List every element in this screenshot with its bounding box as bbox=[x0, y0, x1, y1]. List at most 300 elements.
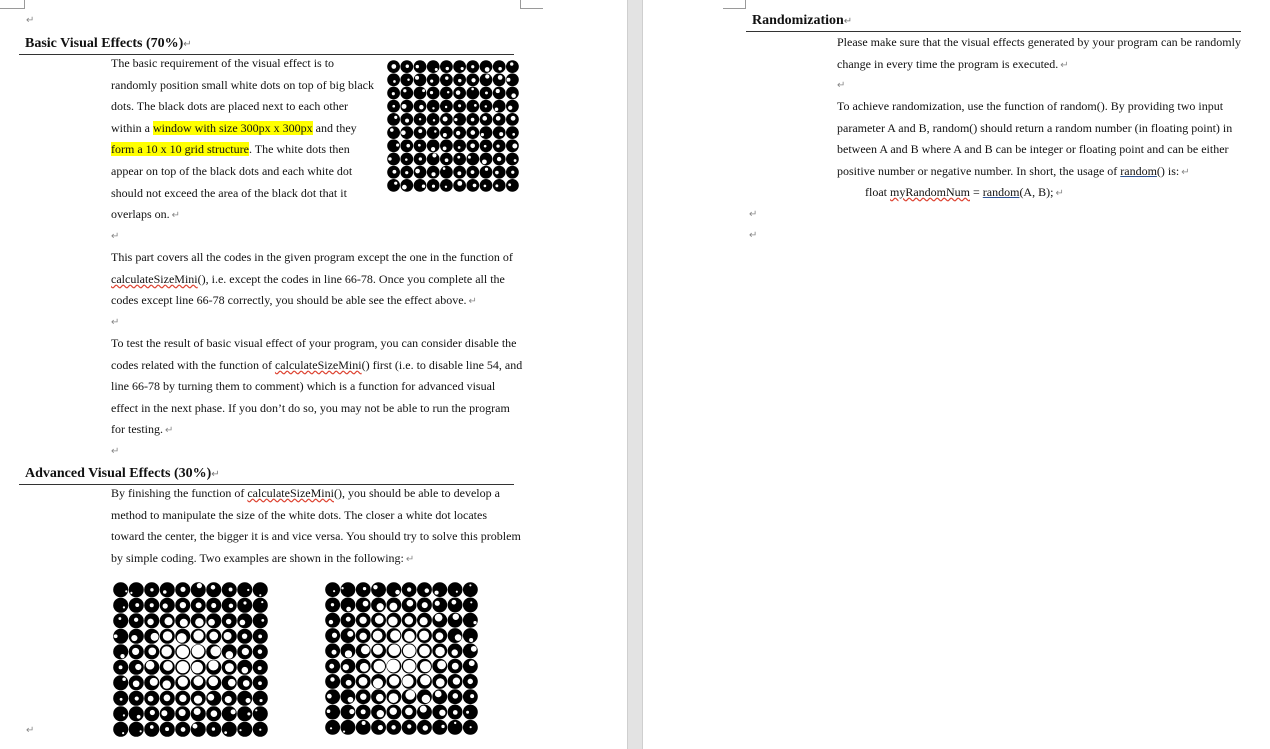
black-dot bbox=[427, 126, 440, 139]
white-dot bbox=[471, 78, 475, 82]
white-dot bbox=[246, 698, 251, 703]
black-dot bbox=[237, 613, 252, 628]
black-dot bbox=[222, 722, 237, 737]
white-dot bbox=[470, 143, 475, 148]
white-dot bbox=[461, 67, 464, 70]
black-dot bbox=[427, 87, 440, 100]
white-dot bbox=[484, 145, 487, 148]
white-dot bbox=[193, 630, 203, 640]
heading-basic-text: Basic Visual Effects (70%) bbox=[25, 36, 184, 51]
white-dot bbox=[443, 116, 448, 121]
white-dot bbox=[120, 654, 124, 658]
black-dot bbox=[387, 179, 400, 192]
white-dot bbox=[258, 666, 262, 670]
white-dot bbox=[226, 619, 231, 624]
white-dot bbox=[150, 678, 158, 686]
paragraph-mark: ↵ bbox=[837, 80, 846, 91]
white-dot bbox=[495, 108, 499, 112]
white-dot bbox=[495, 171, 499, 175]
white-dot bbox=[402, 104, 407, 109]
white-dot bbox=[511, 116, 516, 121]
white-dot bbox=[208, 660, 218, 670]
black-dot bbox=[440, 139, 453, 152]
white-dot bbox=[468, 679, 473, 684]
white-dot bbox=[443, 133, 447, 137]
white-dot bbox=[510, 62, 513, 65]
black-dot bbox=[253, 598, 268, 613]
white-dot bbox=[453, 693, 459, 699]
variable-name-my-random-num: myRandomNum bbox=[890, 185, 970, 199]
white-dot bbox=[195, 618, 204, 627]
white-dot bbox=[470, 601, 472, 603]
black-dot bbox=[432, 720, 447, 735]
dot-grid-svg bbox=[387, 60, 519, 192]
white-dot bbox=[485, 168, 488, 171]
black-dot bbox=[144, 722, 159, 737]
white-dot bbox=[485, 91, 488, 94]
white-dot bbox=[471, 130, 476, 135]
white-dot bbox=[484, 185, 487, 188]
black-dot bbox=[325, 720, 340, 735]
white-dot bbox=[196, 602, 202, 608]
black-dot bbox=[237, 691, 252, 706]
paragraph-mark: ↵ bbox=[111, 446, 120, 457]
white-dot bbox=[393, 80, 396, 83]
white-dot bbox=[346, 617, 351, 622]
code-line-random-usage: float myRandomNum = random(A, B); ↵ bbox=[865, 185, 1064, 199]
black-dot bbox=[237, 582, 252, 597]
dot-grid-svg bbox=[113, 582, 268, 737]
white-dot bbox=[388, 157, 391, 160]
white-dot bbox=[499, 132, 503, 136]
white-dot bbox=[443, 147, 447, 151]
white-dot bbox=[420, 675, 430, 685]
white-dot bbox=[161, 710, 167, 716]
white-dot bbox=[192, 645, 205, 658]
black-dot bbox=[440, 73, 453, 86]
white-dot bbox=[181, 727, 186, 732]
white-dot bbox=[456, 131, 460, 135]
black-dot bbox=[113, 613, 128, 628]
white-dot bbox=[359, 633, 366, 640]
white-dot bbox=[485, 105, 487, 107]
black-dot bbox=[129, 722, 144, 737]
white-dot bbox=[242, 633, 247, 638]
black-dot bbox=[463, 598, 478, 613]
white-dot bbox=[346, 680, 352, 686]
white-dot bbox=[359, 677, 368, 686]
white-dot bbox=[433, 119, 435, 121]
heading-advanced-text: Advanced Visual Effects (30%) bbox=[25, 466, 212, 481]
white-dot bbox=[497, 157, 501, 161]
black-dot bbox=[400, 87, 413, 100]
white-dot bbox=[415, 76, 419, 80]
white-dot bbox=[445, 158, 449, 162]
white-dot bbox=[242, 667, 249, 674]
white-dot bbox=[495, 184, 498, 187]
dot-grid-example-2-image bbox=[325, 582, 478, 735]
black-dot bbox=[129, 706, 144, 721]
white-dot bbox=[419, 646, 430, 657]
white-dot bbox=[360, 663, 369, 672]
black-dot bbox=[427, 166, 440, 179]
white-dot bbox=[420, 617, 428, 625]
white-dot bbox=[229, 588, 233, 592]
white-dot bbox=[401, 130, 406, 135]
white-dot bbox=[330, 727, 332, 729]
white-dot bbox=[122, 732, 124, 734]
black-dot bbox=[387, 126, 400, 139]
white-dot bbox=[122, 678, 126, 682]
white-dot bbox=[432, 153, 436, 157]
white-dot bbox=[180, 587, 185, 592]
white-dot bbox=[211, 710, 218, 717]
heading-basic-visual-effects: Basic Visual Effects (70%)↵ bbox=[19, 35, 514, 55]
white-dot bbox=[225, 663, 234, 672]
black-dot bbox=[432, 598, 447, 613]
white-dot bbox=[210, 646, 220, 656]
white-dot bbox=[406, 65, 409, 68]
black-dot bbox=[466, 100, 479, 113]
white-dot bbox=[470, 694, 474, 698]
white-dot bbox=[345, 650, 352, 657]
white-dot bbox=[343, 664, 349, 670]
white-dot bbox=[140, 730, 142, 732]
white-dot bbox=[512, 143, 517, 148]
white-dot bbox=[419, 631, 429, 641]
white-dot bbox=[452, 600, 457, 605]
white-dot bbox=[378, 725, 383, 730]
white-dot bbox=[240, 620, 246, 626]
white-dot bbox=[125, 590, 127, 592]
white-dot bbox=[388, 617, 397, 626]
paragraph-mark: ↵ bbox=[26, 15, 35, 26]
white-dot bbox=[392, 105, 395, 108]
white-dot bbox=[415, 169, 420, 174]
white-dot bbox=[226, 651, 234, 659]
white-dot bbox=[247, 589, 249, 591]
black-dot bbox=[493, 166, 506, 179]
white-dot bbox=[389, 693, 399, 703]
advanced-paragraph-1: By finishing the function of calculateSizeMini(), you should be able to develop a method to manipulate the size of the white dots. The closer a white dot locates toward the center, the bigger it is and vice versa. You should try to solve this problem by simple coding. Two examples are shown in the following: ↵ bbox=[111, 486, 521, 565]
white-dot bbox=[471, 65, 474, 68]
black-dot bbox=[253, 613, 268, 628]
white-dot bbox=[148, 696, 154, 702]
white-dot bbox=[430, 80, 433, 83]
black-dot bbox=[440, 166, 453, 179]
white-dot bbox=[164, 695, 171, 702]
crop-mark-top-left bbox=[0, 0, 25, 9]
white-dot bbox=[405, 616, 413, 624]
black-dot bbox=[427, 113, 440, 126]
highlight-window-size: window with size 300px x 300px bbox=[153, 120, 313, 135]
white-dot bbox=[496, 144, 499, 147]
white-dot bbox=[439, 710, 445, 716]
black-dot bbox=[113, 675, 128, 690]
white-dot bbox=[258, 649, 262, 653]
dot-grid-svg bbox=[325, 582, 478, 735]
white-dot bbox=[194, 708, 201, 715]
white-dot bbox=[211, 603, 216, 608]
white-dot bbox=[123, 606, 125, 608]
white-dot bbox=[119, 665, 123, 669]
white-dot bbox=[453, 678, 460, 685]
white-dot bbox=[224, 632, 232, 640]
white-dot bbox=[177, 661, 189, 673]
white-dot bbox=[508, 183, 511, 186]
white-dot bbox=[390, 708, 397, 715]
document-page-left bbox=[0, 0, 627, 749]
white-dot bbox=[435, 691, 442, 698]
white-dot bbox=[373, 585, 377, 589]
white-dot bbox=[457, 156, 460, 159]
white-dot bbox=[134, 618, 138, 622]
black-dot bbox=[400, 73, 413, 86]
white-dot bbox=[259, 729, 261, 731]
white-dot bbox=[150, 603, 154, 607]
white-dot bbox=[473, 621, 476, 624]
white-dot bbox=[390, 128, 394, 132]
white-dot bbox=[403, 660, 416, 673]
white-dot bbox=[135, 664, 141, 670]
white-dot bbox=[329, 620, 333, 624]
white-dot bbox=[164, 617, 172, 625]
white-dot bbox=[373, 678, 383, 688]
black-dot bbox=[506, 179, 519, 192]
black-dot bbox=[113, 722, 128, 737]
white-dot bbox=[208, 694, 215, 701]
white-dot bbox=[359, 617, 366, 624]
white-dot bbox=[471, 646, 477, 652]
white-dot bbox=[498, 67, 501, 70]
white-dot bbox=[192, 662, 203, 673]
black-dot bbox=[440, 87, 453, 100]
white-dot bbox=[507, 78, 511, 82]
paragraph-mark: ↵ bbox=[749, 230, 758, 241]
white-dot bbox=[456, 591, 458, 593]
white-dot bbox=[225, 696, 232, 703]
white-dot bbox=[212, 727, 215, 730]
white-dot bbox=[423, 725, 428, 730]
heading-advanced-visual-effects: Advanced Visual Effects (30%)↵ bbox=[19, 465, 514, 485]
paragraph-mark: ↵ bbox=[749, 209, 758, 220]
white-dot bbox=[418, 129, 422, 133]
white-dot bbox=[498, 75, 503, 80]
black-dot bbox=[453, 153, 466, 166]
white-dot bbox=[179, 709, 186, 716]
black-dot bbox=[414, 60, 427, 73]
white-dot bbox=[208, 619, 215, 626]
white-dot bbox=[514, 159, 517, 162]
white-dot bbox=[466, 711, 469, 714]
white-dot bbox=[163, 661, 173, 671]
page-gap bbox=[627, 0, 643, 749]
white-dot bbox=[165, 727, 169, 731]
white-dot bbox=[455, 634, 462, 641]
white-dot bbox=[422, 695, 430, 703]
white-dot bbox=[131, 635, 137, 641]
white-dot bbox=[363, 601, 369, 607]
black-dot bbox=[253, 691, 268, 706]
dot-grid-example-1-image bbox=[113, 582, 268, 737]
white-dot bbox=[177, 646, 189, 658]
white-dot bbox=[178, 677, 188, 687]
black-dot bbox=[427, 100, 440, 113]
white-dot bbox=[436, 678, 445, 687]
white-dot bbox=[447, 91, 449, 93]
black-dot bbox=[493, 179, 506, 192]
white-dot bbox=[327, 709, 331, 713]
black-dot bbox=[113, 706, 128, 721]
white-dot bbox=[179, 695, 186, 702]
white-dot bbox=[422, 602, 428, 608]
white-dot bbox=[469, 660, 475, 666]
white-dot bbox=[508, 106, 512, 110]
white-dot bbox=[482, 116, 487, 121]
white-dot bbox=[197, 583, 202, 588]
white-dot bbox=[431, 147, 435, 151]
black-dot bbox=[129, 582, 144, 597]
white-dot bbox=[348, 697, 354, 703]
white-dot bbox=[435, 591, 439, 595]
black-dot bbox=[371, 582, 386, 597]
white-dot bbox=[259, 594, 261, 596]
heading-randomization-text: Randomization bbox=[752, 13, 844, 28]
white-dot bbox=[452, 649, 458, 655]
white-dot bbox=[148, 648, 156, 656]
white-dot bbox=[435, 68, 438, 71]
white-dot bbox=[194, 676, 204, 686]
white-dot bbox=[327, 694, 332, 699]
white-dot bbox=[177, 633, 187, 643]
paragraph-mark: ↵ bbox=[26, 725, 35, 736]
white-dot bbox=[163, 603, 168, 608]
white-dot bbox=[118, 617, 121, 620]
black-dot bbox=[237, 598, 252, 613]
white-dot bbox=[332, 650, 337, 655]
white-dot bbox=[416, 65, 419, 68]
white-dot bbox=[454, 118, 457, 121]
dot-grid-basic-image bbox=[387, 60, 519, 192]
white-dot bbox=[482, 159, 487, 164]
white-dot bbox=[194, 695, 202, 703]
white-dot bbox=[456, 90, 461, 95]
black-dot bbox=[253, 706, 268, 721]
black-dot bbox=[506, 153, 519, 166]
white-dot bbox=[453, 614, 459, 620]
white-dot bbox=[407, 600, 414, 607]
white-dot bbox=[481, 133, 484, 136]
white-dot bbox=[361, 709, 366, 714]
white-dot bbox=[445, 76, 448, 79]
white-dot bbox=[259, 699, 262, 702]
black-dot bbox=[387, 113, 400, 126]
white-dot bbox=[146, 661, 155, 670]
white-dot bbox=[436, 632, 444, 640]
heading-randomization: Randomization↵ bbox=[746, 12, 1241, 32]
highlight-grid-structure: form a 10 x 10 grid structure bbox=[111, 142, 249, 157]
white-dot bbox=[360, 693, 366, 699]
black-dot bbox=[432, 582, 447, 597]
white-dot bbox=[457, 181, 462, 186]
white-dot bbox=[392, 92, 395, 95]
white-dot bbox=[458, 146, 461, 149]
black-dot bbox=[493, 60, 506, 73]
white-dot bbox=[485, 67, 490, 72]
white-dot bbox=[150, 588, 153, 591]
white-dot bbox=[133, 680, 140, 687]
white-dot bbox=[441, 725, 444, 728]
white-dot bbox=[468, 156, 471, 159]
white-dot bbox=[511, 93, 516, 98]
black-dot bbox=[341, 689, 356, 704]
crop-mark-top-left bbox=[723, 0, 746, 9]
black-dot bbox=[493, 100, 506, 113]
white-dot bbox=[333, 590, 335, 592]
white-dot bbox=[137, 715, 141, 719]
white-dot bbox=[346, 607, 351, 612]
white-dot bbox=[422, 89, 425, 92]
white-dot bbox=[229, 604, 233, 608]
white-dot bbox=[343, 731, 345, 733]
white-dot bbox=[403, 89, 406, 92]
white-dot bbox=[485, 74, 489, 78]
white-dot bbox=[396, 144, 399, 147]
white-dot bbox=[239, 729, 241, 731]
white-dot bbox=[471, 88, 474, 91]
white-dot bbox=[407, 79, 409, 81]
white-dot bbox=[395, 590, 399, 594]
white-dot bbox=[404, 631, 415, 642]
document-page-right bbox=[643, 0, 1270, 749]
black-dot bbox=[427, 60, 440, 73]
white-dot bbox=[362, 721, 366, 725]
white-dot bbox=[402, 676, 413, 687]
white-dot bbox=[261, 601, 263, 603]
white-dot bbox=[135, 697, 139, 701]
white-dot bbox=[458, 104, 461, 107]
black-dot bbox=[440, 60, 453, 73]
black-dot bbox=[440, 179, 453, 192]
white-dot bbox=[420, 706, 427, 713]
white-dot bbox=[332, 633, 337, 638]
black-dot bbox=[191, 722, 206, 737]
white-dot bbox=[458, 79, 461, 82]
white-dot bbox=[151, 633, 159, 641]
black-dot bbox=[386, 582, 401, 597]
function-name-calculate-size-mini: calculateSizeMini bbox=[111, 271, 198, 286]
white-dot bbox=[258, 681, 262, 685]
black-dot bbox=[440, 126, 453, 139]
randomization-paragraph-1: Please make sure that the visual effects generated by your program can be randomly change in every time the program is executed. ↵ bbox=[837, 35, 1241, 71]
white-dot bbox=[388, 644, 400, 656]
white-dot bbox=[431, 172, 435, 176]
white-dot bbox=[130, 592, 132, 594]
white-dot bbox=[373, 631, 383, 641]
white-dot bbox=[242, 648, 249, 655]
white-dot bbox=[120, 698, 123, 701]
white-dot bbox=[454, 722, 456, 724]
white-dot bbox=[347, 631, 353, 637]
black-dot bbox=[160, 582, 175, 597]
white-dot bbox=[231, 709, 236, 714]
white-dot bbox=[474, 104, 477, 107]
black-dot bbox=[463, 613, 478, 628]
white-dot bbox=[389, 676, 399, 686]
white-dot bbox=[430, 91, 433, 94]
white-dot bbox=[511, 171, 514, 174]
white-dot bbox=[258, 635, 262, 639]
